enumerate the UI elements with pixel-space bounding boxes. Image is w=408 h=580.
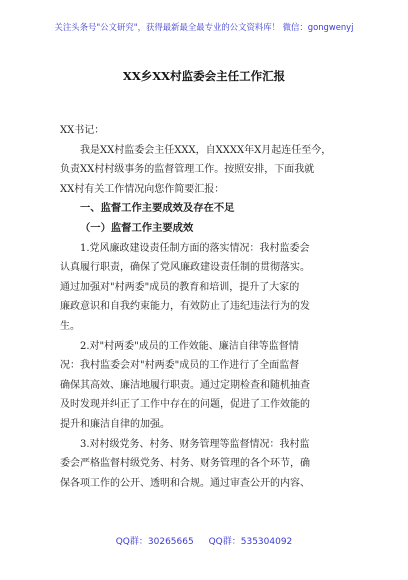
intro-line: XX村有关工作情况向您作简要汇报： <box>60 183 225 195</box>
qq-group-1: QQ群：30265665 <box>115 537 194 547</box>
para-line: 廉政意识和自我约束能力，有效防止了违纪违法行为的发 <box>60 301 310 313</box>
intro-line: 我是XX村监委会主任XXX，自XXXX年X月起连任至今， <box>80 144 332 156</box>
para-line: 确保其高效、廉洁地履行职责。通过定期检查和随机抽查 <box>60 379 310 391</box>
footer-contact <box>0 534 408 547</box>
para-line: 保各项工作的公开、透明和合规。通过审查公开的内容、 <box>60 477 310 489</box>
para-line: 提升和廉洁自律的加强。 <box>60 418 170 430</box>
para-line: 2.对"村两委"成员的工作效能、廉洁自律等监督情 <box>80 340 299 352</box>
document-body <box>60 121 350 493</box>
para-line: 通过加强对"村两委"成员的教育和培训，提升了大家的 <box>60 281 300 293</box>
para-line: 1.党风廉政建设责任制方面的落实情况：我村监委会 <box>80 242 310 254</box>
intro-line: 负责XX村村级事务的监督管理工作。按照安排，下面我就 <box>60 164 315 176</box>
section-heading: 一、监督工作主要成效及存在不足 <box>80 202 235 215</box>
qq-group-2: QQ群：535304092 <box>208 537 293 547</box>
subsection-heading: （一）监督工作主要成效 <box>80 221 194 234</box>
salutation: XX书记： <box>60 125 105 136</box>
para-line: 3.对村级党务、村务、财务管理等监督情况：我村监 <box>80 438 310 450</box>
para-line: 况：我村监委会对"村两委"成员的工作进行了全面监督 <box>60 360 300 372</box>
para-line: 委会严格监督村级党务、村务、财务管理的各个环节，确 <box>60 458 310 470</box>
document-title: XX乡XX村监委会主任工作汇报 <box>122 69 286 83</box>
promo-banner: 关注头条号"公文研究"，获得最新最全最专业的公文资料库！ 微信：gongwenyj <box>54 22 354 32</box>
para-line: 及时发现并纠正了工作中存在的问题，促进了工作效能的 <box>60 399 310 411</box>
para-line: 认真履行职责，确保了党风廉政建设责任制的贯彻落实。 <box>60 262 310 274</box>
para-line: 生。 <box>60 320 80 332</box>
